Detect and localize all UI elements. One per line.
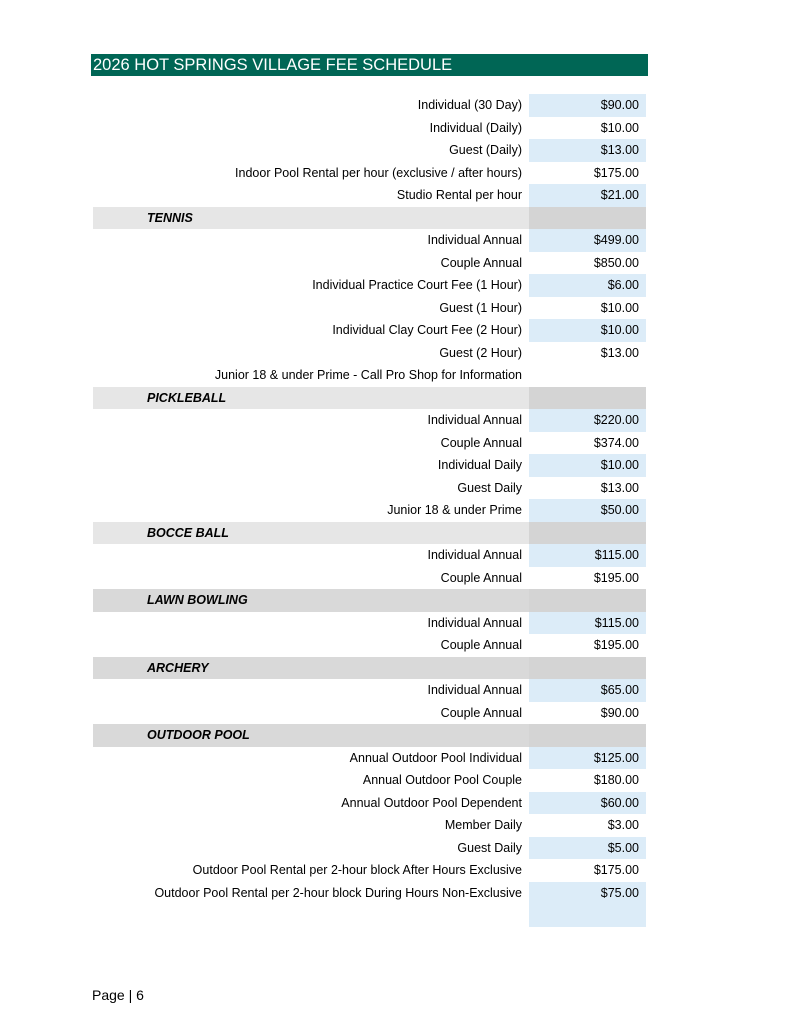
fee-price: $850.00 bbox=[593, 255, 639, 270]
fee-price: $125.00 bbox=[529, 747, 646, 770]
fee-row bbox=[93, 432, 646, 455]
fee-price: $499.00 bbox=[529, 229, 646, 252]
section-header bbox=[93, 207, 646, 230]
section-price-cell bbox=[529, 657, 646, 680]
fee-label: Guest (2 Hour) bbox=[439, 345, 522, 360]
fee-price: $21.00 bbox=[529, 184, 646, 207]
fee-label: Guest (Daily) bbox=[449, 143, 522, 157]
fee-price: $60.00 bbox=[529, 792, 646, 815]
fee-row bbox=[93, 814, 646, 837]
fee-row bbox=[93, 274, 646, 297]
section-price-cell bbox=[529, 589, 646, 612]
fee-label: Annual Outdoor Pool Dependent bbox=[341, 795, 522, 810]
fee-price: $75.00 bbox=[529, 882, 646, 905]
fee-price: $10.00 bbox=[529, 319, 646, 342]
fee-row bbox=[93, 117, 646, 140]
fee-row bbox=[93, 747, 646, 770]
fee-price: $195.00 bbox=[593, 638, 639, 652]
fee-row bbox=[93, 139, 646, 162]
section-title: OUTDOOR POOL bbox=[147, 728, 250, 742]
fee-row bbox=[93, 702, 646, 725]
fee-label: Individual Annual bbox=[427, 413, 522, 427]
fee-label: Individual Clay Court Fee (2 Hour) bbox=[332, 323, 522, 337]
fee-label: Individual Annual bbox=[427, 615, 522, 630]
fee-price bbox=[529, 904, 646, 927]
section-title: TENNIS bbox=[147, 210, 193, 225]
fee-label: Couple Annual bbox=[440, 255, 522, 270]
fee-price: $220.00 bbox=[529, 409, 646, 432]
fee-label: Individual (30 Day) bbox=[417, 98, 522, 112]
fee-row bbox=[93, 792, 646, 815]
fee-price: $374.00 bbox=[593, 435, 639, 450]
fee-label: Couple Annual bbox=[440, 570, 522, 585]
fee-price: $115.00 bbox=[529, 612, 646, 635]
fee-label: Studio Rental per hour bbox=[396, 188, 522, 202]
fee-row bbox=[93, 319, 646, 342]
fee-price: $115.00 bbox=[529, 544, 646, 567]
fee-row bbox=[93, 229, 646, 252]
fee-row bbox=[93, 94, 646, 117]
fee-row bbox=[93, 364, 646, 387]
fee-row bbox=[93, 162, 646, 185]
section-header bbox=[93, 589, 646, 612]
fee-price: $175.00 bbox=[593, 165, 639, 180]
fee-label: Outdoor Pool Rental per 2-hour block After Hours Exclusive bbox=[192, 863, 522, 877]
fee-label: Member Daily bbox=[444, 818, 522, 832]
fee-row bbox=[93, 544, 646, 567]
fee-label: Junior 18 & under Prime bbox=[387, 503, 522, 517]
fee-price: $65.00 bbox=[529, 679, 646, 702]
fee-row bbox=[93, 342, 646, 365]
fee-label: Individual (Daily) bbox=[429, 120, 522, 135]
fee-label: Indoor Pool Rental per hour (exclusive / after hours) bbox=[235, 165, 522, 180]
fee-label: Guest Daily bbox=[457, 480, 522, 495]
fee-label: Couple Annual bbox=[440, 638, 522, 652]
fee-price: $13.00 bbox=[600, 480, 639, 495]
page-footer: Page | 6 bbox=[92, 987, 144, 1003]
fee-row bbox=[93, 859, 646, 882]
fee-label: Guest Daily bbox=[457, 840, 522, 855]
fee-price: $90.00 bbox=[529, 94, 646, 117]
page-title: 2026 HOT SPRINGS VILLAGE FEE SCHEDULE bbox=[91, 54, 648, 76]
section-title: PICKLEBALL bbox=[147, 390, 227, 405]
fee-price: $195.00 bbox=[593, 570, 639, 585]
fee-label: Individual Annual bbox=[427, 233, 522, 247]
fee-row bbox=[93, 567, 646, 590]
fee-label: Individual Annual bbox=[427, 683, 522, 697]
fee-label: Individual Practice Court Fee (1 Hour) bbox=[312, 278, 522, 292]
fee-row bbox=[93, 184, 646, 207]
section-header bbox=[93, 387, 646, 410]
fee-price: $175.00 bbox=[593, 863, 639, 877]
fee-row bbox=[93, 837, 646, 860]
fee-label: Junior 18 & under Prime - Call Pro Shop for Information bbox=[214, 368, 522, 382]
fee-row bbox=[93, 477, 646, 500]
section-price-cell bbox=[529, 522, 646, 545]
fee-row bbox=[93, 882, 646, 905]
fee-price: $50.00 bbox=[529, 499, 646, 522]
fee-row bbox=[93, 904, 646, 927]
fee-row bbox=[93, 612, 646, 635]
fee-price: $3.00 bbox=[607, 818, 639, 832]
section-price-cell bbox=[529, 207, 646, 230]
fee-price: $5.00 bbox=[529, 837, 646, 860]
section-header bbox=[93, 657, 646, 680]
fee-price: $10.00 bbox=[600, 300, 639, 315]
fee-row bbox=[93, 499, 646, 522]
fee-row bbox=[93, 409, 646, 432]
fee-price: $90.00 bbox=[600, 705, 639, 720]
fee-price: $180.00 bbox=[593, 773, 639, 787]
fee-table bbox=[93, 94, 646, 927]
fee-label: Couple Annual bbox=[440, 705, 522, 720]
section-header bbox=[93, 724, 646, 747]
fee-label: Outdoor Pool Rental per 2-hour block During Hours Non-Exclusive bbox=[154, 885, 522, 900]
fee-row bbox=[93, 252, 646, 275]
fee-label: Couple Annual bbox=[440, 435, 522, 450]
section-price-cell bbox=[529, 387, 646, 410]
fee-row bbox=[93, 297, 646, 320]
fee-price: $10.00 bbox=[529, 454, 646, 477]
section-price-cell bbox=[529, 724, 646, 747]
fee-price bbox=[529, 364, 646, 387]
fee-price: $13.00 bbox=[600, 345, 639, 360]
fee-label: Annual Outdoor Pool Individual bbox=[349, 750, 522, 765]
fee-label: Individual Annual bbox=[427, 548, 522, 562]
fee-price: $13.00 bbox=[529, 139, 646, 162]
fee-price: $6.00 bbox=[529, 274, 646, 297]
fee-price: $10.00 bbox=[600, 120, 639, 135]
fee-row bbox=[93, 454, 646, 477]
fee-row bbox=[93, 769, 646, 792]
section-title: LAWN BOWLING bbox=[147, 593, 248, 607]
section-title: BOCCE BALL bbox=[147, 525, 229, 540]
section-header bbox=[93, 522, 646, 545]
fee-label: Individual Daily bbox=[437, 458, 522, 472]
fee-label: Annual Outdoor Pool Couple bbox=[362, 773, 522, 787]
fee-label: Guest (1 Hour) bbox=[439, 300, 522, 315]
fee-row bbox=[93, 634, 646, 657]
fee-row bbox=[93, 679, 646, 702]
section-title: ARCHERY bbox=[147, 660, 209, 675]
